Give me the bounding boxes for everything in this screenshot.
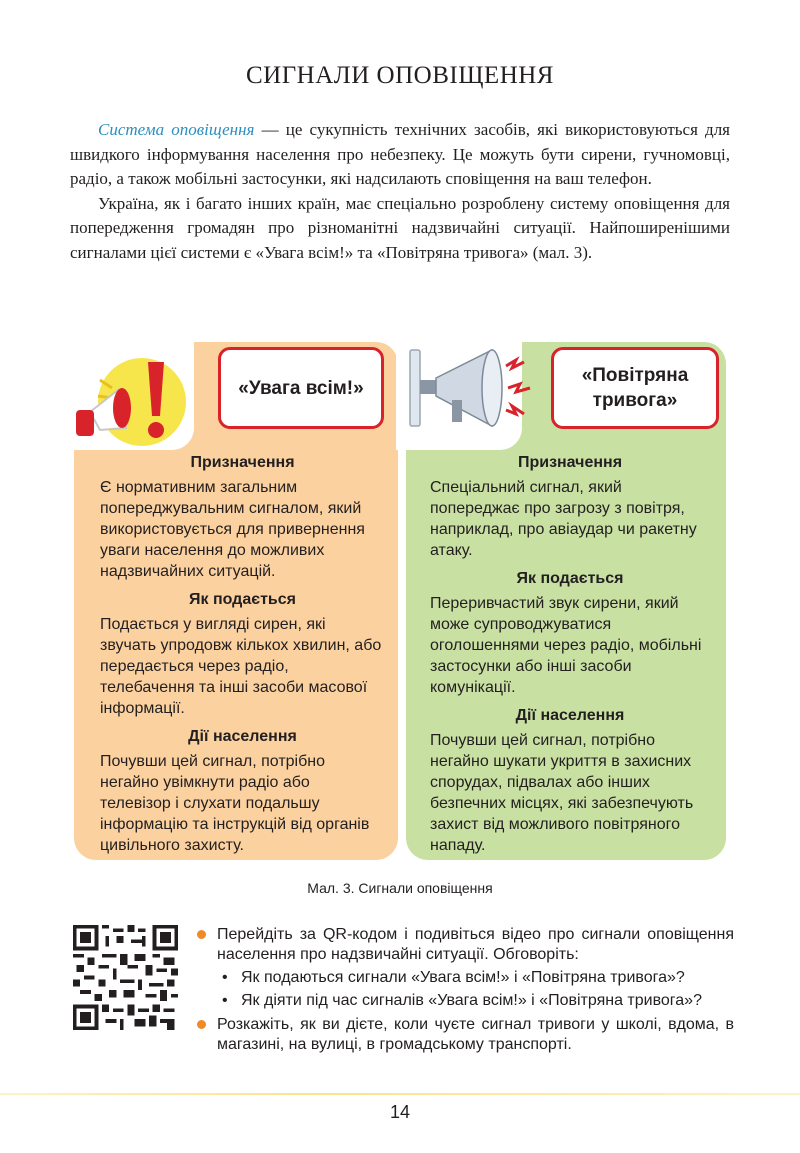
sub-question-2: • Як діяти під час сигналів «Увага всім!» і «Повітряна тривога»? (222, 992, 702, 1009)
attention-all-details (100, 452, 385, 863)
page-number: 14 (389, 1102, 411, 1122)
how-given-text: Подається у вигляді сирен, які звучать упродовж кількох хвилин, або передається через радіо, телебачення та інші засоби масової інформації. (100, 616, 382, 717)
figure-caption: Мал. 3. Сигнали оповіщення (307, 880, 493, 896)
intro-text (70, 118, 730, 265)
megaphone-warning-icon (70, 350, 195, 450)
intro-paragraph-1 (70, 118, 730, 192)
term-highlight: Система оповіщення (98, 120, 255, 139)
page-title: СИГНАЛИ ОПОВІЩЕННЯ (246, 62, 554, 89)
signal-attention-all-box (218, 347, 384, 429)
purpose-text: Є нормативним загальним попереджувальним сигналом, який використовується для привернення уваги населення до можливих надзвичайних ситуацій. (100, 479, 365, 580)
heading-how-given: Як подається (516, 570, 624, 587)
heading-purpose: Призначення (517, 454, 623, 471)
actions-text: Почувши цей сигнал, потрібно негайно шукати укриття в захисних спорудах, підвалах або інших безпечних місцях, які забезпечують захист від можливого повітряного нападу. (430, 732, 694, 854)
intro-paragraph-2: Україна, як і багато інших країн, має спеціально розроблену систему оповіщення для попередження громадян про різноманітні надзвичайні ситуації. Найпоширенішими сигналами цієї системи є «Увага всім!» та «Повітряна тривога» (мал. 3). (70, 193, 730, 262)
heading-purpose: Призначення (190, 454, 295, 471)
signal-air-raid-line2: тривога» (592, 390, 678, 411)
bullet-icon (197, 1020, 206, 1029)
task-tell-actions (196, 1015, 734, 1055)
qr-code-icon[interactable] (73, 925, 178, 1030)
sub-question-1: • Як подаються сигнали «Увага всім!» і «Повітряна тривога»? (222, 969, 685, 986)
purpose-text: Спеціальний сигнал, який попереджає про загрозу з повітря, наприклад, про авіаудар чи ракетну атаку. (430, 479, 697, 559)
sub-bullet: • (222, 969, 228, 986)
tasks-list (196, 925, 734, 1059)
heading-how-given: Як подається (189, 591, 296, 608)
task-watch-video (196, 925, 734, 1011)
air-raid-details (430, 452, 710, 863)
signal-air-raid-box (551, 347, 719, 429)
loudspeaker-icon (408, 344, 548, 434)
actions-text: Почувши цей сигнал, потрібно негайно увімкнути радіо або телевізор і слухати подальшу інформацію та інструкцій від органів цивільного захисту. (100, 753, 370, 854)
intro-p1-rest: — це сукупність технічних засобів, які використовуються для швидкого інформування населення про небезпеку. Це можуть бути сирени, гучномовці, радіо, а також мобільні застосунки, які надсилають сповіщення на ваш телефон. (70, 120, 731, 188)
bullet-icon (197, 930, 206, 939)
sub-bullet: • (222, 992, 228, 1009)
footer-divider (0, 1093, 800, 1095)
how-given-text: Переривчастий звук сирени, який може супроводжуватися оголошеннями через радіо, мобільні застосунки або інші засоби комунікації. (430, 595, 702, 696)
heading-actions: Дії населення (188, 728, 297, 745)
task-2-text: Розкажіть, як ви дієте, коли чуєте сигнал тривоги у школі, вдома, в магазині, на вулиці, в громадському транспорті. (217, 1016, 734, 1053)
task-1-text: Перейдіть за QR-кодом і подивіться відео про сигнали оповіщення населення про надзвичайні ситуації. Обговоріть: (217, 926, 734, 963)
signal-attention-all-label: «Увага всім!» (238, 377, 364, 399)
heading-actions: Дії населення (515, 707, 625, 724)
signal-air-raid-line1: «Повітряна (581, 365, 689, 386)
